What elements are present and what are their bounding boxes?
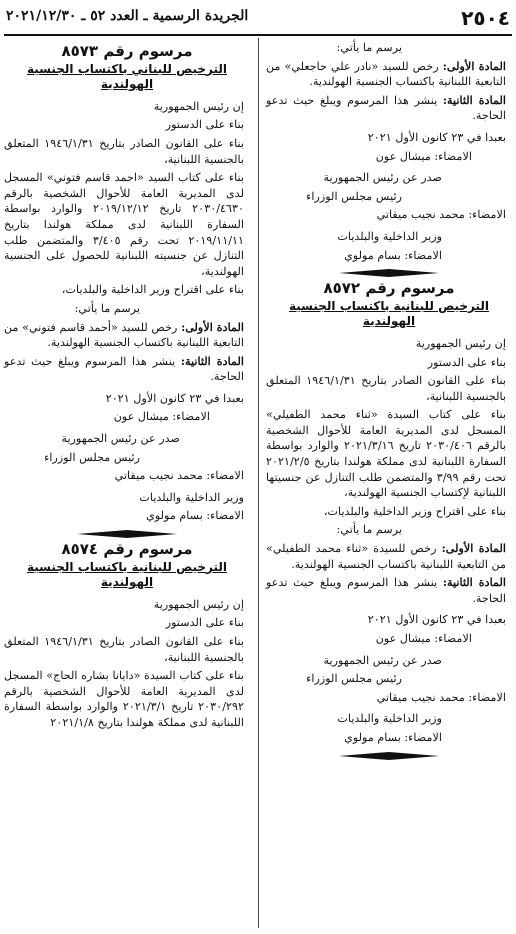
pm-title: رئيس مجلس الوزراء — [306, 672, 402, 686]
article-label: المادة الثانية: — [180, 353, 244, 368]
separator-ornament — [339, 269, 439, 277]
signature-minister: الامضاء: بسام مولوي — [344, 730, 442, 744]
decree-intro: يرسم ما يأتي: — [336, 41, 402, 54]
left-column — [4, 40, 250, 731]
issued-by: صدر عن رئيس الجمهورية — [61, 432, 180, 446]
article-1 — [266, 541, 512, 572]
page-header — [0, 0, 516, 34]
preamble-line: بناء على القانون الصادر بتاريخ ١٩٤٦/١/٣١ المتعلق بالجنسية اللبنانية، — [4, 136, 244, 166]
page-number: ٢٥٠٤ — [461, 6, 510, 30]
decree-subtitle-8573: الترخيص للبناني باكتساب الجنسية الهولندية — [26, 61, 227, 92]
article-2 — [266, 575, 512, 606]
decree-date: بعبدا في ٢٣ كانون الأول ٢٠٢١ — [105, 391, 244, 405]
preamble-line: بناء على الدستور — [427, 355, 506, 369]
article-text: ينشر هذا المرسوم ويبلغ حيث تدعو الحاجة. — [266, 93, 506, 123]
issued-by: صدر عن رئيس الجمهورية — [323, 653, 442, 667]
signature-minister: الامضاء: بسام مولوي — [146, 509, 244, 523]
decree-title-8573: مرسوم رقم ٨٥٧٣ — [61, 42, 193, 60]
article-text: رخص للسيدة «ثناء محمد الطفيلي» من التابعية اللبنانية باكتساب الجنسية الهولندية. — [266, 542, 506, 571]
minister-title: وزير الداخلية والبلديات — [337, 229, 442, 243]
preamble-line: إن رئيس الجمهورية — [153, 597, 244, 611]
signature-president: الامضاء: ميشال عون — [113, 410, 210, 424]
decree-date: بعبدا في ٢٣ كانون الأول ٢٠٢١ — [367, 613, 506, 627]
issued-by: صدر عن رئيس الجمهورية — [323, 171, 442, 185]
article-text: ينشر هذا المرسوم ويبلغ حيث تدعو الحاجة. — [266, 576, 506, 605]
minister-title: وزير الداخلية والبلديات — [337, 712, 442, 726]
article-label: المادة الأولى: — [441, 541, 507, 556]
decree-title-8574: مرسوم رقم ٨٥٧٤ — [61, 540, 193, 559]
article-2 — [4, 354, 250, 385]
signature-president: الامضاء: ميشال عون — [375, 149, 472, 163]
preamble-line: بناء على كتاب السيد «احمد قاسم فتوني» المسجل لدى المديرية العامة للأحوال الشخصية بالرقم ٢٠٣٠/٤٦٣٠ تاريخ ٢٠١٩/١٢/١٢ والوارد بواسطة السفارة اللبنانية لدى مملكة هولندا بتاريخ ٢٠١٩/١١/١١ تحت رقم ٣/٤٠٥ والمتضمن طلب التنازل عن جنسيته اللبنانية للحصول على الجنسية الهولندية، — [4, 171, 245, 278]
preamble-line: بناء على القانون الصادر بتاريخ ١٩٤٦/١/٣١ المتعلق بالجنسية اللبنانية، — [266, 374, 506, 403]
signature-pm: الامضاء: محمد نجيب ميقاتي — [114, 469, 244, 483]
article-1 — [266, 59, 512, 90]
decree-intro: يرسم ما يأتي: — [336, 523, 402, 537]
signature-president: الامضاء: ميشال عون — [375, 632, 472, 645]
article-label: المادة الثانية: — [442, 575, 506, 590]
pm-title: رئيس مجلس الوزراء — [306, 189, 402, 203]
pm-title: رئيس مجلس الوزراء — [44, 450, 140, 464]
preamble-line: بناء على كتاب السيدة «ثناء محمد الطفيلي» المسجل لدى المديرية العامة للأحوال الشخصية بالرقم ٢٠٣٠/٤٠٦ تاريخ ٢٠٢١/٣/١٦ والوارد بواسطة السفارة اللبنانية لدى مملكة هولندا بتاريخ ٢٠٢١/٢/٥ تحت رقم ٣/٩٩ والمتضمن طلب التنازل عن جنسيتها اللبنانية لإكتساب الجنسية الهولندية، — [266, 408, 506, 500]
decree-subtitle-8572: الترخيص للبنانية باكتساب الجنسية الهولندية — [288, 298, 490, 329]
separator-ornament — [339, 752, 439, 760]
article-label: المادة الثانية: — [442, 92, 506, 107]
signature-minister: الامضاء: بسام مولوي — [344, 248, 442, 262]
preamble-line: بناء على اقتراح وزير الداخلية والبلديات، — [61, 283, 244, 297]
signature-pm: الامضاء: محمد نجيب ميقاتي — [376, 690, 506, 704]
article-label: المادة الأولى: — [442, 58, 506, 73]
decree-date: بعبدا في ٢٣ كانون الأول ٢٠٢١ — [367, 130, 506, 144]
article-label: المادة الأولى: — [181, 319, 244, 334]
article-2 — [266, 93, 512, 124]
journal-issue-line: الجريدة الرسمية ـ العدد ٥٢ ـ ٢٠٢١/١٢/٣٠ — [6, 8, 249, 24]
signature-pm: الامضاء: محمد نجيب ميقاتي — [376, 208, 506, 222]
preamble-line: بناء على كتاب السيدة «دايانا بشاره الحاج» المسجل لدى المديرية العامة للأحوال الشخصية بالرقم ٢٠٣٠/٢٩٢ تاريخ ٢٠٢١/٣/١ والوارد بواسطة السفارة اللبنانية لدى مملكة هولندا بتاريخ ٢٠٢١/١/٨ — [4, 669, 244, 729]
decree-intro: يرسم ما يأتي: — [74, 301, 140, 315]
separator-ornament — [77, 530, 177, 538]
decree-subtitle-8574: الترخيص للبنانية باكتساب الجنسية الهولندية — [26, 559, 228, 590]
article-1 — [4, 320, 250, 351]
article-text: ينشر هذا المرسوم ويبلغ حيث تدعو الحاجة. — [4, 354, 244, 384]
preamble-line: إن رئيس الجمهورية — [415, 336, 506, 350]
decree-title-8572: مرسوم رقم ٨٥٧٢ — [323, 279, 455, 298]
header-rule — [4, 34, 512, 36]
article-text: رخص للسيد «نادر علي حاجعلي» من التابعية اللبنانية باكتساب الجنسية الهولندية. — [266, 59, 506, 89]
preamble-line: بناء على القانون الصادر بتاريخ ١٩٤٦/١/٣١ المتعلق بالجنسية اللبنانية، — [4, 635, 244, 664]
column-divider — [258, 38, 259, 928]
article-text: رخص للسيد «أحمد قاسم فتوني» من التابعية اللبنانية باكتساب الجنسية الهولندية. — [4, 320, 244, 350]
preamble-line: بناء على الدستور — [165, 616, 244, 630]
minister-title: وزير الداخلية والبلديات — [139, 490, 244, 504]
preamble-line: إن رئيس الجمهورية — [153, 99, 244, 113]
preamble-line: بناء على اقتراح وزير الداخلية والبلديات، — [323, 504, 506, 518]
preamble-line: بناء على الدستور — [165, 118, 244, 132]
right-column — [266, 40, 512, 764]
